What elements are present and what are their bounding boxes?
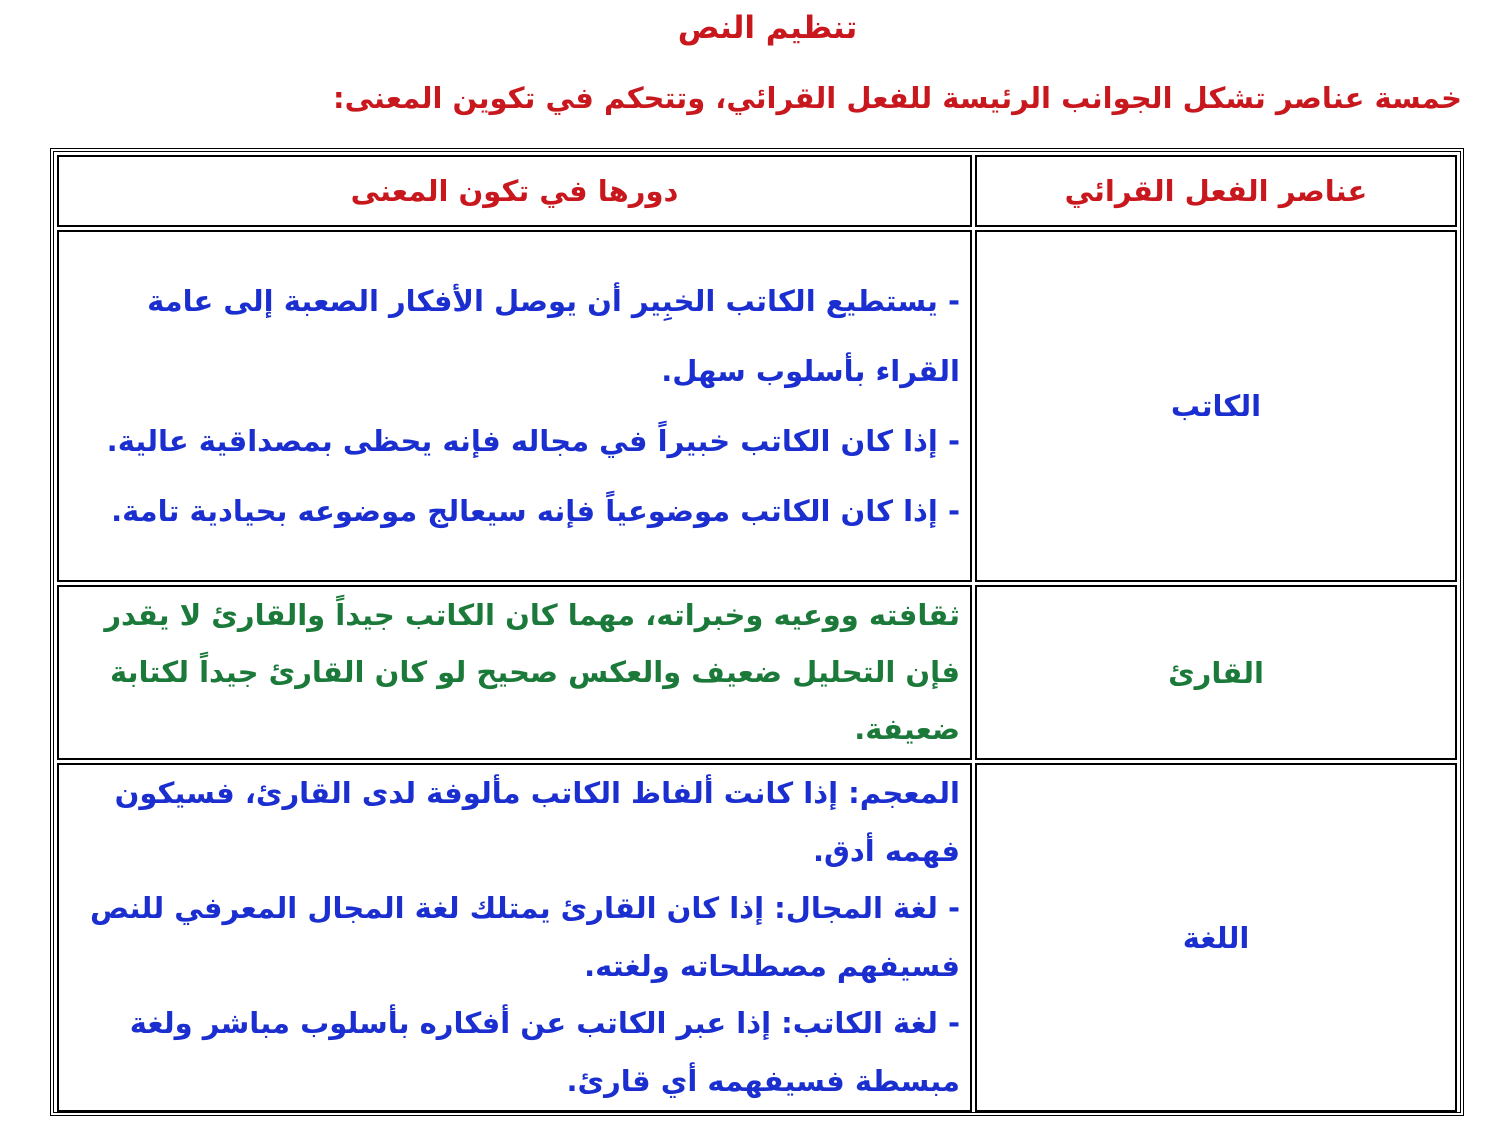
subtitle: خمسة عناصر تشكل الجوانب الرئيسة للفعل القرائي، وتتحكم في تكوين المعنى: xyxy=(333,81,1462,115)
role-language-line-2: - لغة المجال: إذا كان القارئ يمتلك لغة المجال المعرفي للنص فسيفهم مصطلحاته ولغته. xyxy=(89,891,960,983)
role-language-line-1: المعجم: إذا كانت ألفاظ الكاتب مألوفة لدى القارئ، فسيكون فهمه أدق. xyxy=(114,776,960,868)
table-row-writer xyxy=(57,230,1457,582)
table-header-row xyxy=(57,155,1457,227)
reading-elements-table xyxy=(50,148,1464,1116)
element-reader: القارئ xyxy=(975,585,1457,760)
page-title: تنظيم النص xyxy=(677,10,858,46)
role-writer-line-3: - إذا كان الكاتب موضوعياً فإنه سيعالج موضوعه بحيادية تامة. xyxy=(111,494,960,528)
element-writer: الكاتب xyxy=(975,230,1457,582)
role-writer-line-1: - يستطيع الكاتب الخبِير أن يوصل الأفكار الصعبة إلى عامة القراء بأسلوب سهل. xyxy=(147,284,960,388)
header-role: دورها في تكون المعنى xyxy=(57,155,972,227)
role-language-line-3: - لغة الكاتب: إذا عبر الكاتب عن أفكاره بأسلوب مباشر ولغة مبسطة فسيفهمه أي قارئ. xyxy=(129,1006,960,1098)
table-row-language xyxy=(57,763,1457,1112)
header-elements: عناصر الفعل القرائي xyxy=(975,155,1457,227)
role-reader xyxy=(57,585,972,760)
role-language xyxy=(57,763,972,1112)
role-writer xyxy=(57,230,972,582)
element-language: اللغة xyxy=(975,763,1457,1112)
table-row-reader xyxy=(57,585,1457,760)
role-reader-line-1: ثقافته ووعيه وخبراته، مهما كان الكاتب جيداً والقارئ لا يقدر فإن التحليل ضعيف والعكس صحيح لو كان القارئ جيداً لكتابة ضعيفة. xyxy=(104,598,960,746)
role-writer-line-2: - إذا كان الكاتب خبيراً في مجاله فإنه يحظى بمصداقية عالية. xyxy=(106,424,960,458)
